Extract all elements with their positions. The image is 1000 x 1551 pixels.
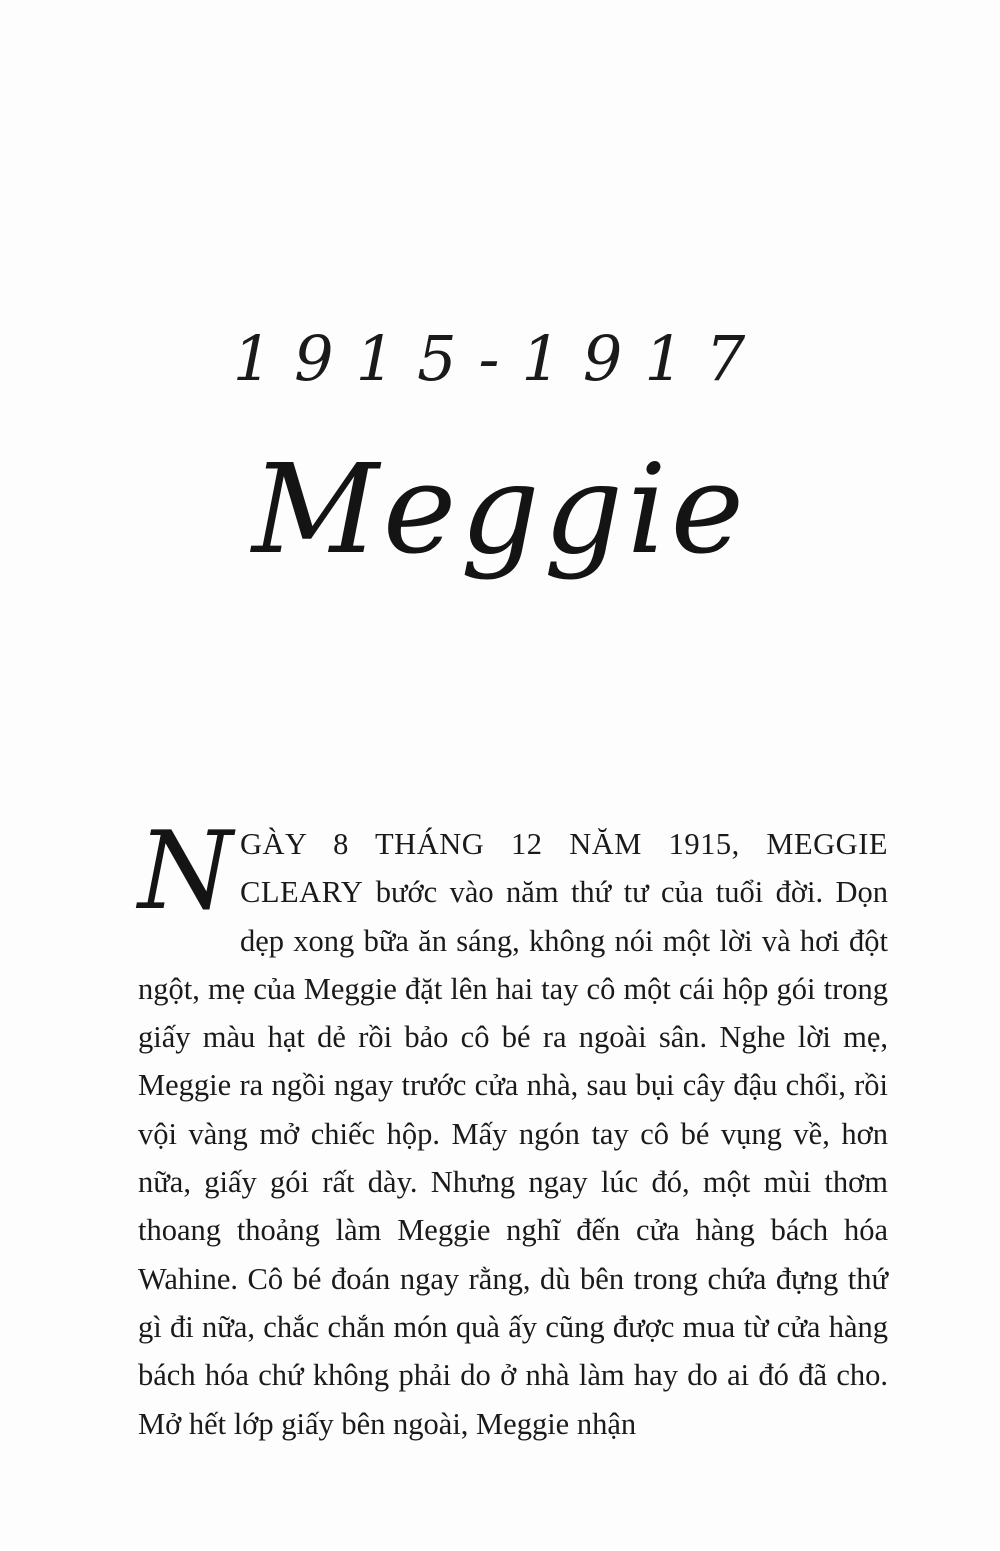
body-paragraph: bước vào năm thứ tư của tuổi đời. Dọn dẹp xong bữa ăn sáng, không nói một lời và hơi đột ngột, mẹ của Meggie đặt lên hai tay cô một cái hộp gói trong giấy màu hạt dẻ rồi bảo cô bé ra ngoài sân. Nghe lời mẹ, Meggie ra ngồi ngay trước cửa nhà, sau bụi cây đậu chổi, rồi vội vàng mở chiếc hộp. Mấy ngón tay cô bé vụng về, hơn nữa, giấy gói rất dày. Nhưng ngay lúc đó, một mùi thơm thoang thoảng làm Meggie nghĩ đến cửa hàng bách hóa Wahine. Cô bé đoán ngay rằng, dù bên trong chứa đựng thứ gì đi nữa, chắc chắn món quà ấy cũng được mua từ cửa hàng bách hóa chứ không phải do ở nhà làm hay do ai đó đã cho. Mở hết lớp giấy bên ngoài, Meggie nhận bbox=[138, 875, 889, 1441]
drop-cap: N bbox=[138, 809, 233, 934]
chapter-years: 1915-1917 bbox=[232, 322, 768, 395]
opening-words: GÀY 8 THÁNG 12 NĂM 1915, MEGGIE CLEARY bbox=[240, 827, 888, 910]
chapter-title: Meggie bbox=[251, 438, 749, 582]
chapter-body bbox=[138, 809, 889, 1448]
